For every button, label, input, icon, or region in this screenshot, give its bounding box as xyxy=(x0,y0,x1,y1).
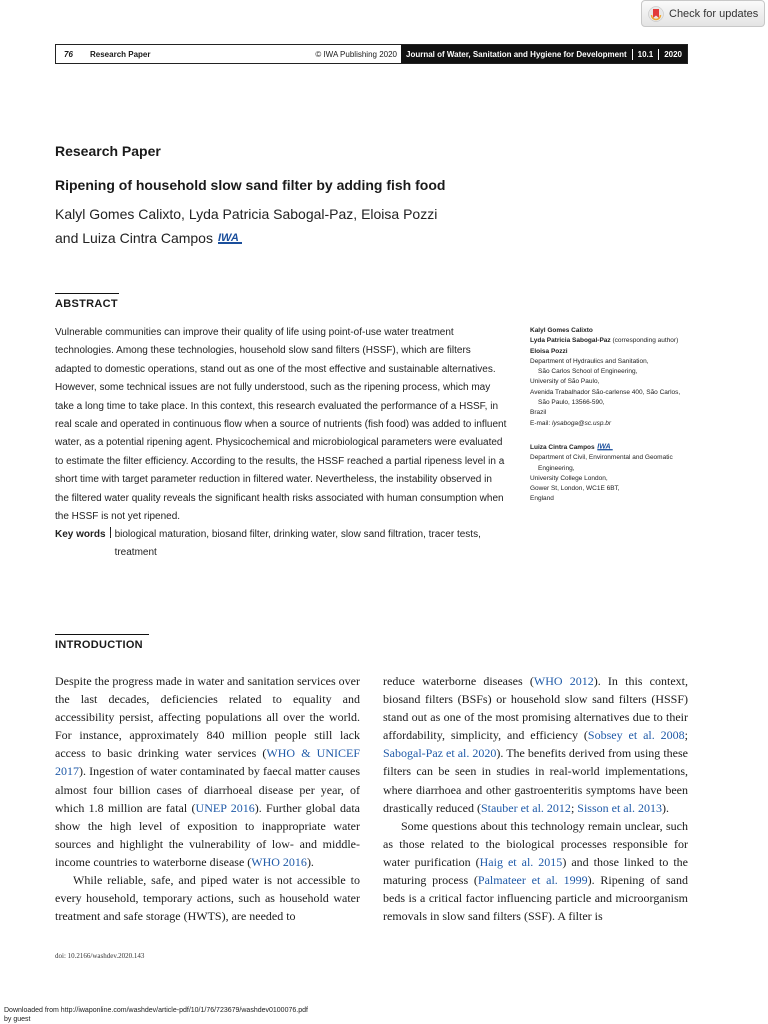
keywords-text: biological maturation, biosand filter, drinking water, slow sand filtration, tracer tests, treatment xyxy=(114,529,481,558)
authors-line-1: Kalyl Gomes Calixto, Lyda Patricia Sabogal-Paz, Eloisa Pozzi xyxy=(55,206,438,222)
header-volume: 10.1 xyxy=(637,49,654,59)
affiliation-block-2 xyxy=(530,442,720,505)
svg-text:IWA: IWA xyxy=(597,443,612,451)
reference-link[interactable]: Sobsey et al. 2008 xyxy=(587,728,685,743)
reference-link[interactable]: Stauber et al. 2012 xyxy=(480,800,571,815)
affil-line: São Carlos School of Engineering, xyxy=(538,368,638,376)
affil-author-name: Luiza Cintra Campos IWA xyxy=(530,442,720,453)
author-list xyxy=(55,202,475,250)
affil-line: Department of Civil, Environmental and Geomatic xyxy=(530,454,673,462)
download-notice xyxy=(4,1006,308,1024)
authors-line-2-text: and Luiza Cintra Campos xyxy=(55,230,213,246)
affil-email-line: E-mail: lysaboga@sc.usp.br xyxy=(530,419,612,427)
reference-link[interactable]: WHO 2012 xyxy=(533,674,594,688)
journal-header-bar xyxy=(55,44,688,64)
authors-line-2 xyxy=(55,226,475,250)
download-guest: by guest xyxy=(4,1016,31,1023)
keywords xyxy=(55,526,507,562)
page-number: 76 xyxy=(64,49,73,59)
reference-link[interactable]: UNEP 2016 xyxy=(195,800,255,815)
check-for-updates-button[interactable] xyxy=(641,0,765,27)
iwa-logo-icon xyxy=(597,442,613,451)
reference-link[interactable]: Sisson et al. 2013 xyxy=(577,800,662,815)
paragraph: Some questions about this technology remain unclear, such as those related to the biological processes responsible for water purification (Haig et al. 2015) and those linked to the maturing process (Palmateer et al. 1999). Ripening of sand beds is a critical factor influencing particle and microorganism removals in slow sand filters (SSF). A filter is xyxy=(383,818,688,924)
crossmark-icon xyxy=(648,6,664,22)
abstract-text: Vulnerable communities can improve their quality of life using point-of-use water treatment technologies. Among these technologies, household slow sand filters (HSSF), which are filters adapted to domestic operations, stand out as one of the most effective and sustainable alternatives. However, some technical issues are not fully understood, such as the ripening process, which may take a long time to take place. In this context, this research evaluated the performance of a HSSF, in real scale and operated in continuous flow when a source of nutrients (fish food) was added to influent water, as a potential ripening agent. Physicochemical and microbiological parameters were evaluated to estimate the filter efficiency. According to the results, the HSSF reached a partial ripeness level in a short time with target parameter reduction in filtered water. Nevertheless, the instability observed in the filtered water quality reveals the significant health risks associated with human consumption when the HSSF is not yet ripened. xyxy=(55,327,507,523)
affil-author-name: Kalyl Gomes Calixto xyxy=(530,327,593,334)
affil-line: Engineering, xyxy=(538,464,575,472)
affil-line: Brazil xyxy=(530,409,547,417)
article-type: Research Paper xyxy=(55,143,161,159)
download-url[interactable]: Downloaded from http://iwaponline.com/washdev/article-pdf/10/1/76/723679/washdev0100076.pdf xyxy=(4,1007,308,1014)
reference-link[interactable]: Palmateer et al. 1999 xyxy=(477,873,588,888)
body-column-left xyxy=(55,672,360,925)
check-for-updates-label: Check for updates xyxy=(669,7,759,20)
affil-author-name: Eloisa Pozzi xyxy=(530,347,568,355)
reference-link[interactable]: WHO 2016 xyxy=(251,854,307,869)
header-copyright: © IWA Publishing 2020 xyxy=(315,49,397,59)
affil-line: São Paulo, 13566-590, xyxy=(538,399,605,407)
svg-text:IWA: IWA xyxy=(217,232,239,244)
affil-line: University of São Paulo, xyxy=(530,378,600,386)
reference-link[interactable]: WHO & UNICEF 2017 xyxy=(55,746,361,779)
iwa-logo-icon xyxy=(218,231,242,245)
header-journal-name: Journal of Water, Sanitation and Hygiene for Development xyxy=(406,49,627,59)
email-link[interactable]: lysaboga@sc.usp.br xyxy=(552,419,612,427)
keywords-divider xyxy=(110,527,111,538)
introduction-heading: INTRODUCTION xyxy=(55,634,149,651)
doi-text: doi: 10.2166/washdev.2020.143 xyxy=(55,952,145,960)
affil-line: University College London, xyxy=(530,474,608,482)
paragraph: Despite the progress made in water and sanitation services over the last decades, deficiencies related to equality and accessibility persist, affecting populations all over the world. For instance, approximately 840 million people still lack access to basic drinking water services (WHO & UNICEF 2017). Ingestion of water contaminated by faecal matter causes almost four billion cases of diarrhoeal disease per year, of which 1.8 million are fatal (UNEP 2016). Further global data show the high level of exposition to inappropriate water sources and highlight the vulnerability of low- and middle-income countries to waterborne disease (WHO 2016). xyxy=(55,674,361,869)
header-separator xyxy=(632,49,633,60)
abstract-heading: ABSTRACT xyxy=(55,293,119,310)
article-title: Ripening of household slow sand filter by adding fish food xyxy=(55,177,446,193)
header-separator xyxy=(658,49,659,60)
affil-line: Department of Hydraulics and Sanitation, xyxy=(530,357,649,365)
affil-line: Gower St, London, WC1E 6BT, xyxy=(530,485,620,493)
reference-link[interactable]: Haig et al. 2015 xyxy=(479,854,563,869)
body-column-right xyxy=(383,672,688,925)
header-article-type: Research Paper xyxy=(90,49,151,59)
affiliation-block-1 xyxy=(530,326,720,429)
affil-line: England xyxy=(530,495,554,503)
keywords-label: Key words xyxy=(55,529,106,540)
header-year: 2020 xyxy=(664,49,682,59)
reference-link[interactable]: Sabogal-Paz et al. 2020 xyxy=(383,746,497,761)
paragraph: reduce waterborne diseases (WHO 2012). In this context, biosand filters (BSFs) or household slow sand filters (HSSF) stand out as one of the most promising alternatives due to their affordability, simplicity, and efficiency (Sobsey et al. 2008; Sabogal-Paz et al. 2020). The benefits derived from using these filters can be seen in studies in real-world implementations, where diarrhoea and other gastroenteritis symptoms have been drastically reduced (Stauber et al. 2012; Sisson et al. 2013). xyxy=(383,674,688,815)
affil-line: Avenida Trabalhador São-carlense 400, São Carlos, xyxy=(530,388,681,396)
header-journal-block xyxy=(401,45,687,63)
affil-author-name: Lyda Patricia Sabogal-Paz (corresponding author) xyxy=(530,337,679,345)
paragraph: While reliable, safe, and piped water is not accessible to every household, temporary actions, such as household water treatment and safe storage (HWTS), are needed to xyxy=(55,873,360,924)
